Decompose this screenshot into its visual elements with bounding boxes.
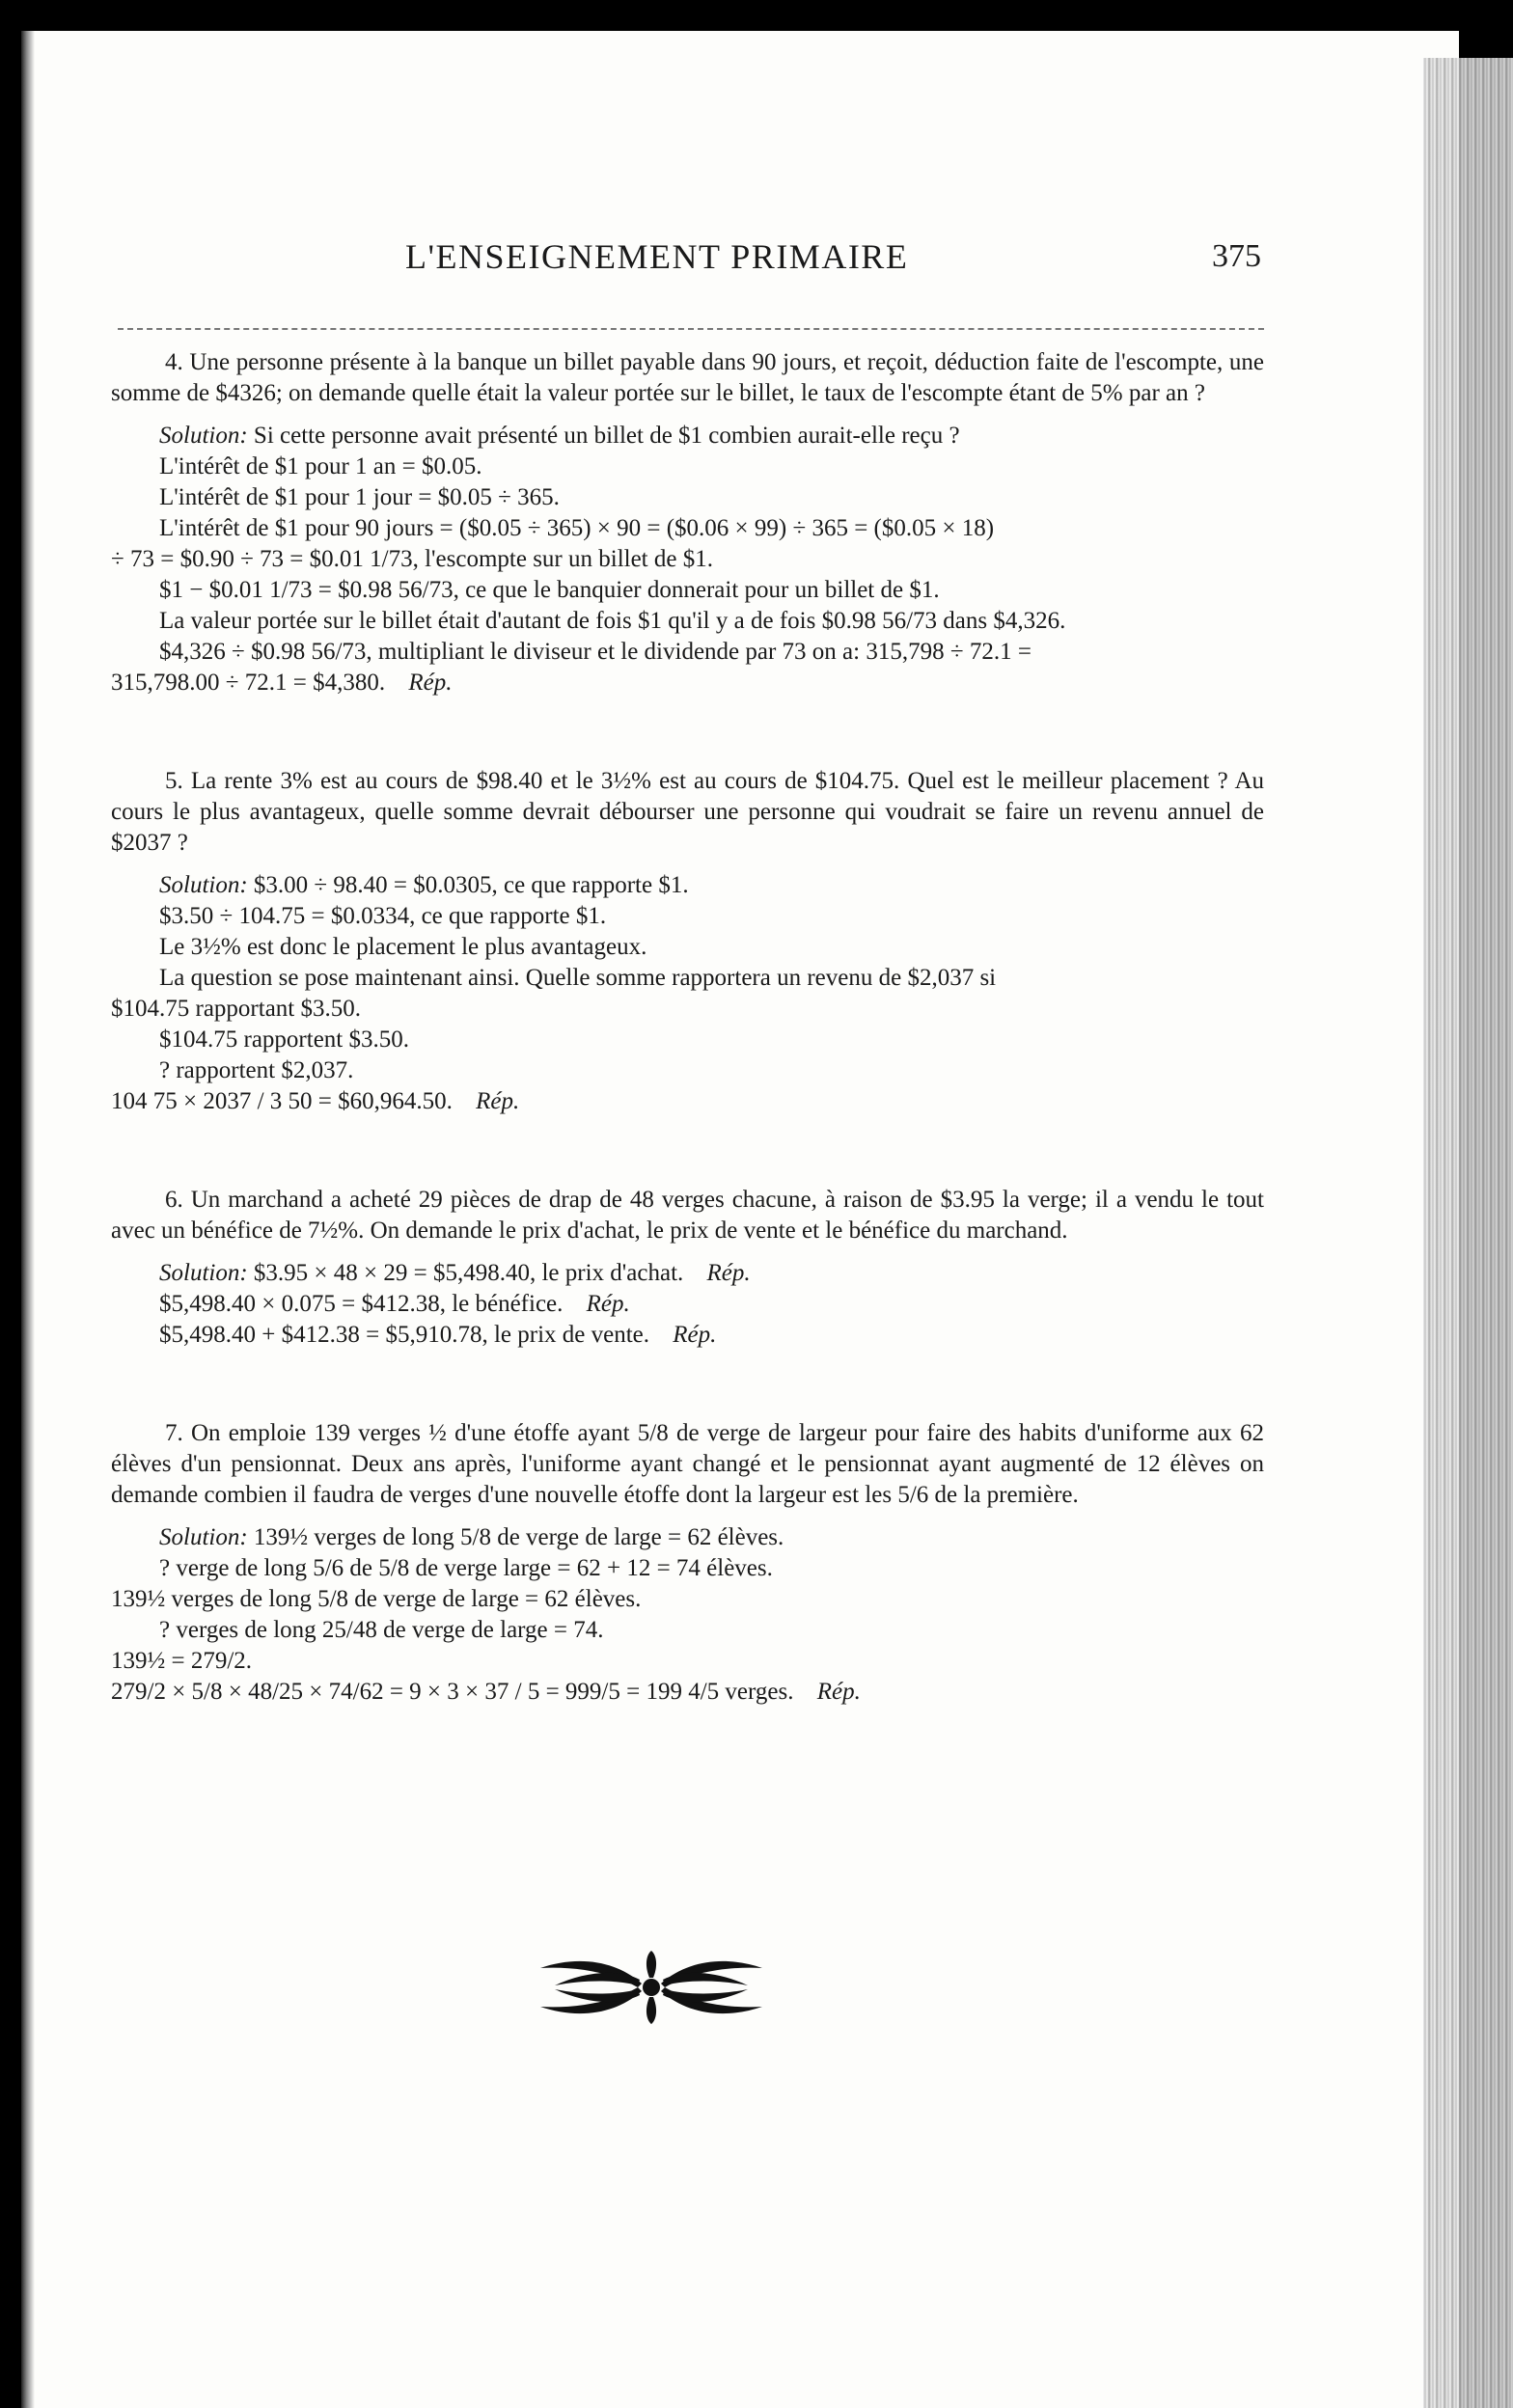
running-title: L'ENSEIGNEMENT PRIMAIRE	[405, 237, 909, 276]
answer-mark: Rép.	[816, 1679, 861, 1705]
answer-mark: Rép.	[476, 1088, 520, 1114]
problem-7	[111, 1418, 1264, 1708]
problem-4	[111, 347, 1264, 698]
solution-line	[111, 1289, 1264, 1320]
solution-line: Le 3½% est donc le placement le plus avantageux.	[159, 934, 647, 960]
problem-statement: 5. La rente 3% est au cours de $98.40 et le 3½% est au cours de $104.75. Quel est le meilleur placement ? Au cours le plus avantageux, quelle somme devrait débourser une personne qui voudrait se faire un revenu annuel de $2037 ?	[111, 768, 1264, 856]
page-content	[111, 347, 1264, 1708]
solution-text: 279/2 × 5/8 × 48/25 × 74/62 = 9 × 3 × 37 / 5 = 999/5 = 199 4/5 verges.	[111, 1679, 794, 1705]
answer-mark: Rép.	[408, 670, 453, 696]
problem-statement: 6. Un marchand a acheté 29 pièces de drap de 48 verges chacune, à raison de $3.95 la verge; il a vendu le tout avec un bénéfice de 7½%. On demande le prix d'achat, le prix de vente et le bénéfice du marchand.	[111, 1187, 1264, 1244]
solution-text: Si cette personne avait présenté un billet de $1 combien aurait-elle reçu ?	[253, 423, 960, 449]
decorative-ornament-icon	[536, 1949, 767, 2026]
problem-statement: 4. Une personne présente à la banque un billet payable dans 90 jours, et reçoit, déduction faite de l'escompte, une somme de $4326; on demande quelle était la valeur portée sur le billet, le taux de l'escompte étant de 5% par an ?	[111, 349, 1264, 406]
solution-text: $5,498.40 × 0.075 = $412.38, le bénéfice.	[159, 1291, 564, 1317]
solution-line: $4,326 ÷ $0.98 56/73, multipliant le diviseur et le dividende par 73 on a: 315,798 ÷ 72.1 =	[159, 639, 1032, 665]
solution-text: 104 75 × 2037 / 3 50 = $60,964.50.	[111, 1088, 453, 1114]
solution-line	[111, 1320, 1264, 1351]
solution-line: La valeur portée sur le billet était d'autant de fois $1 qu'il y a de fois $0.98 56/73 dans $4,326.	[159, 608, 1066, 634]
solution-line: L'intérêt de $1 pour 1 an = $0.05.	[159, 453, 482, 479]
solution-line: L'intérêt de $1 pour 1 jour = $0.05 ÷ 365.	[159, 484, 560, 510]
problem-5	[111, 766, 1264, 1117]
page-number: 375	[1212, 238, 1261, 274]
solution-line: ? rapportent $2,037.	[159, 1057, 354, 1083]
solution-line	[111, 1258, 1264, 1289]
page-edges	[1423, 58, 1513, 2408]
solution-line	[111, 421, 1264, 452]
answer-mark: Rép.	[706, 1260, 751, 1286]
solution-line: L'intérêt de $1 pour 90 jours = ($0.05 ÷ 365) × 90 = ($0.06 × 99) ÷ 365 = ($0.05 × 18)	[159, 515, 995, 541]
book-spine-shadow	[21, 31, 35, 2408]
solution-line: ÷ 73 = $0.90 ÷ 73 = $0.01 1/73, l'escompte sur un billet de $1.	[111, 546, 713, 572]
solution-line: ? verge de long 5/6 de 5/8 de verge large = 62 + 12 = 74 élèves.	[159, 1555, 773, 1581]
solution-label: Solution:	[159, 872, 248, 898]
answer-mark: Rép.	[673, 1322, 717, 1348]
solution-label: Solution:	[159, 1524, 248, 1550]
solution-text: $3.95 × 48 × 29 = $5,498.40, le prix d'achat.	[253, 1260, 684, 1286]
problem-6	[111, 1185, 1264, 1351]
solution-text: 139½ verges de long 5/8 de verge de large = 62 élèves.	[253, 1524, 784, 1550]
page-header	[405, 236, 1274, 275]
answer-mark: Rép.	[586, 1291, 630, 1317]
solution-text: $5,498.40 + $412.38 = $5,910.78, le prix de vente.	[159, 1322, 649, 1348]
solution-line	[111, 870, 1264, 901]
solution-line: 139½ verges de long 5/8 de verge de large = 62 élèves.	[111, 1586, 642, 1612]
solution-line	[111, 1677, 1264, 1708]
solution-line: La question se pose maintenant ainsi. Quelle somme rapportera un revenu de $2,037 si	[159, 965, 997, 991]
solution-line	[111, 668, 1264, 698]
solution-line: $1 − $0.01 1/73 = $0.98 56/73, ce que le banquier donnerait pour un billet de $1.	[159, 577, 940, 603]
header-rule	[118, 328, 1264, 330]
solution-line	[111, 1522, 1264, 1553]
solution-label: Solution:	[159, 423, 248, 449]
solution-text: $3.00 ÷ 98.40 = $0.0305, ce que rapporte $1.	[253, 872, 689, 898]
solution-line: $104.75 rapportent $3.50.	[159, 1026, 409, 1053]
problem-statement: 7. On emploie 139 verges ½ d'une étoffe ayant 5/8 de verge de largeur pour faire des habits d'uniforme aux 62 élèves d'un pensionnat. Deux ans après, l'uniforme ayant changé et le pensionnat ayant augmenté de 12 élèves on demande combien il faudra de verges d'une nouvelle étoffe dont la largeur est les 5/6 de la première.	[111, 1420, 1264, 1508]
solution-line: $104.75 rapportant $3.50.	[111, 996, 361, 1022]
solution-label: Solution:	[159, 1260, 248, 1286]
solution-line: $3.50 ÷ 104.75 = $0.0334, ce que rapporte $1.	[159, 903, 607, 929]
solution-text: 315,798.00 ÷ 72.1 = $4,380.	[111, 670, 386, 696]
solution-line: 139½ = 279/2.	[111, 1648, 253, 1674]
solution-line	[111, 1086, 1264, 1117]
solution-line: ? verges de long 25/48 de verge de large = 74.	[159, 1617, 604, 1643]
